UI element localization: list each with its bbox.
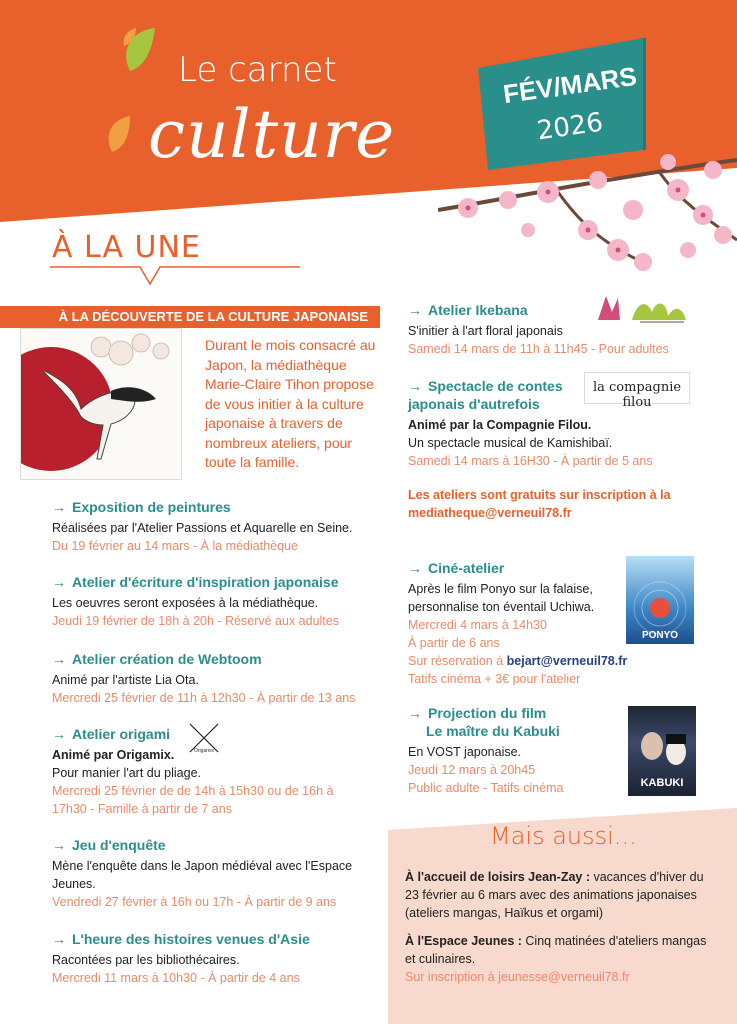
- mais-aussi-title: Mais aussi...: [490, 822, 637, 850]
- compagnie-filou-logo: la compagnie filou: [584, 372, 690, 404]
- reservation-prefix: Sur réservation à: [408, 654, 507, 668]
- cherry-blossom-icon: [438, 150, 737, 290]
- mais-aussi-espace-label: À l'Espace Jeunes :: [405, 934, 522, 948]
- arrow-icon: →: [408, 378, 422, 394]
- event-desc: Pour manier l'art du pliage.: [52, 766, 201, 780]
- crane-icon: [21, 329, 182, 480]
- event-title: Atelier création de Webtoom: [72, 651, 262, 667]
- ikebana-flower-icon: [590, 292, 690, 324]
- event-title: Atelier origami: [72, 726, 171, 742]
- event-title: Exposition de peintures: [72, 499, 231, 515]
- event-cine-atelier: [408, 559, 628, 688]
- ponyo-poster-art: [626, 556, 694, 644]
- feature-intro: Durant le mois consacré au Japon, la médiathèque Marie-Claire Tihon propose de vous initier à la culture japonaise à travers de nombreux ateliers, pour toute la famille.: [205, 337, 376, 470]
- event-meta: Mercredi 25 février de 11h à 12h30 - À partir de 13 ans: [52, 691, 356, 705]
- arrow-icon: →: [408, 302, 422, 318]
- event-desc: Racontées par les bibliothécaires.: [52, 953, 240, 967]
- ponyo-poster: [626, 556, 694, 644]
- arrow-icon: →: [52, 499, 66, 515]
- origami-logo-text: Origamix: [194, 748, 215, 754]
- event-meta-public: Public adulte - Tatifs cinéma: [408, 781, 564, 795]
- event-desc: Après le film Ponyo sur la falaise, personnalise ton éventail Uchiwa.: [408, 582, 595, 614]
- section-heading-une: À LA UNE: [52, 230, 201, 265]
- event-enquete: [52, 836, 372, 911]
- arrow-icon: →: [408, 705, 422, 721]
- event-meta: Samedi 14 mars à 16H30 - À partir de 5 ans: [408, 454, 653, 468]
- event-meta: Vendredi 27 février à 16h ou 17h - À partir de 9 ans: [52, 895, 337, 909]
- event-title-line2: Le maître du Kabuki: [426, 723, 560, 739]
- arrow-icon: →: [52, 574, 66, 590]
- event-desc: Mène l'enquête dans le Japon médiéval avec l'Espace Jeunes.: [52, 859, 353, 891]
- ponyo-poster-title: PONYO: [641, 630, 679, 641]
- event-desc: Animé par l'artiste Lia Ota.: [52, 673, 199, 687]
- event-webtoom: [52, 650, 392, 707]
- event-title: Jeu d'enquête: [72, 837, 166, 853]
- free-workshops-note: Les ateliers sont gratuits sur inscription à la mediatheque@verneuil78.fr: [408, 488, 671, 520]
- event-desc-bold: Animé par la Compagnie Filou.: [408, 418, 592, 432]
- mais-aussi-accueil: [405, 868, 715, 922]
- event-desc: En VOST japonaise.: [408, 745, 522, 759]
- arrow-icon: →: [52, 837, 66, 853]
- feature-banner-text: À LA DÉCOUVERTE DE LA CULTURE JAPONAISE: [58, 309, 368, 324]
- arrow-icon: →: [52, 651, 66, 667]
- event-histoires: [52, 930, 372, 987]
- reservation-email-link[interactable]: bejart@verneuil78.fr: [506, 654, 628, 668]
- event-title: L'heure des histoires venues d'Asie: [72, 931, 310, 947]
- event-meta: Mercredi 25 février de de 14h à 15h30 ou de 16h à 17h30 - Famille à partir de 7 ans: [52, 784, 334, 816]
- une-underline: [50, 262, 300, 292]
- kabuki-poster-title: KABUKI: [640, 777, 684, 789]
- crane-illustration: [20, 328, 182, 480]
- event-desc: Réalisées par l'Atelier Passions et Aquarelle en Seine.: [52, 521, 353, 535]
- event-meta-price: Tatifs cinéma + 3€ pour l'atelier: [408, 672, 581, 686]
- arrow-icon: →: [408, 560, 422, 576]
- event-projection: [408, 704, 628, 797]
- event-desc: Les oeuvres seront exposées à la médiathèque.: [52, 596, 319, 610]
- event-desc-bold: Animé par Origamix.: [52, 748, 175, 762]
- event-exposition: [52, 498, 392, 555]
- mais-aussi-accueil-label: À l'accueil de loisirs Jean-Zay :: [405, 870, 590, 884]
- event-meta-date: Jeudi 12 mars à 20h45: [408, 763, 536, 777]
- feature-banner: [0, 306, 380, 328]
- title-big: culture: [148, 96, 396, 173]
- event-meta: Jeudi 19 février de 18h à 20h - Réservé aux adultes: [52, 614, 339, 628]
- leaf-green-icon: [120, 26, 160, 76]
- date-months: FÉV/MARS: [501, 60, 639, 110]
- event-title: Atelier d'écriture d'inspiration japonaise: [72, 574, 339, 590]
- event-ecriture: [52, 573, 392, 630]
- mais-aussi-espace-jeunes: [405, 932, 715, 986]
- mais-aussi-espace-text: Cinq matinées d'ateliers mangas et culinaires.: [405, 934, 707, 966]
- event-title: Projection du film: [428, 705, 547, 721]
- event-meta: Du 19 février au 14 mars - À la médiathèque: [52, 539, 298, 553]
- event-title-line2: japonais d'autrefois: [408, 396, 540, 412]
- date-year: 2026: [535, 107, 605, 147]
- mais-aussi-accueil-text: vacances d'hiver du 23 février au 6 mars avec des animations japonaises (ateliers mangas, Haïkus et orgami): [405, 870, 704, 920]
- arrow-icon: →: [52, 726, 66, 742]
- kabuki-poster: [628, 706, 696, 796]
- event-meta-age: À partir de 6 ans: [408, 636, 500, 650]
- kabuki-poster-art: [628, 706, 696, 796]
- title-small: Le carnet: [178, 50, 337, 90]
- event-meta: Samedi 14 mars de 11h à 11h45 - Pour adultes: [408, 342, 669, 356]
- leaf-orange-icon: [104, 114, 134, 154]
- event-meta-date: Mercredi 4 mars à 14h30: [408, 618, 547, 632]
- event-title: Spectacle de contes: [428, 378, 563, 394]
- event-meta-reservation: [408, 652, 628, 670]
- event-desc: S'initier à l'art floral japonais: [408, 324, 563, 338]
- mais-aussi-inscription-link[interactable]: Sur inscription à jeunesse@verneuil78.fr: [405, 970, 630, 984]
- event-title: Ciné-atelier: [428, 560, 505, 576]
- event-title: Atelier Ikebana: [428, 302, 528, 318]
- arrow-icon: →: [52, 931, 66, 947]
- event-meta: Mercredi 11 mars à 10h30 - À partir de 4 ans: [52, 971, 300, 985]
- event-desc: Un spectacle musical de Kamishibaï.: [408, 436, 613, 450]
